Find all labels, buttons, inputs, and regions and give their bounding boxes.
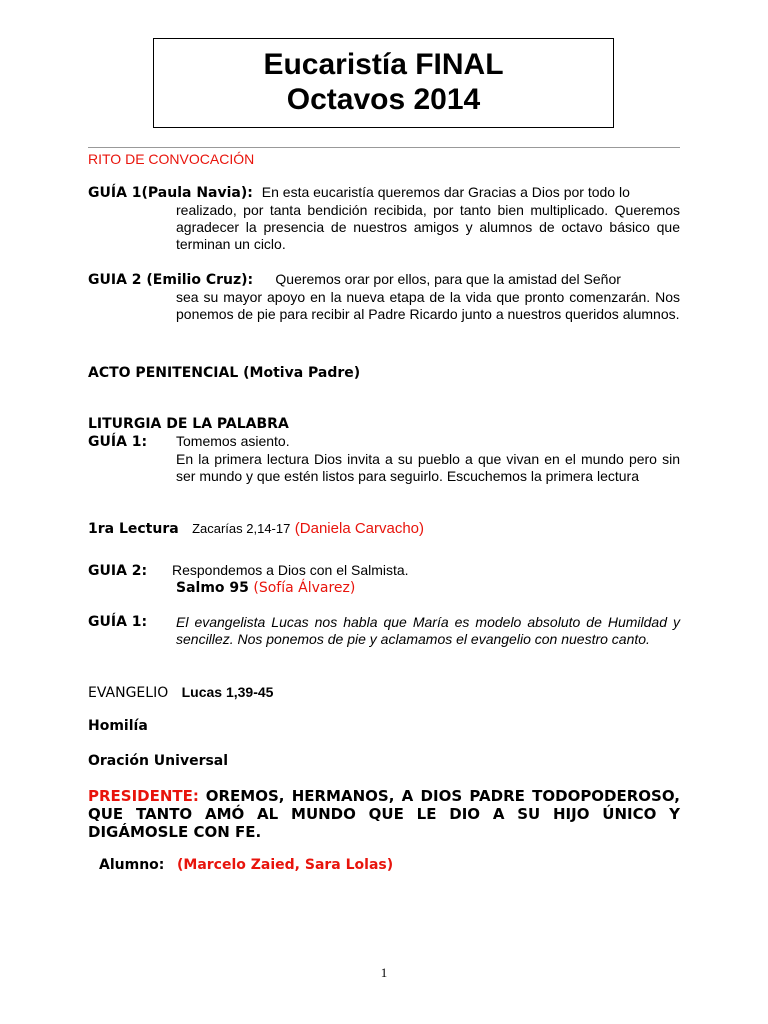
- document-title-box: [153, 38, 614, 128]
- guia1-first-line: En esta eucaristía queremos dar Gracias a Dios por todo lo: [261, 184, 630, 200]
- lectura-reader: (Daniela Carvacho): [294, 520, 425, 537]
- salmo-reader: (Sofía Álvarez): [253, 580, 356, 596]
- evangelio-ref: Lucas 1,39-45: [181, 684, 274, 700]
- page-number: 1: [380, 965, 388, 980]
- title-line-1: Eucaristía FINAL: [263, 48, 504, 81]
- guia1-block: [88, 184, 680, 253]
- guia1-label: GUÍA 1(Paula Navia):: [88, 185, 253, 201]
- salmo-guia-label: GUIA 2:: [88, 563, 148, 579]
- homilia: Homilía: [88, 718, 148, 734]
- presidente-block: [88, 787, 680, 841]
- header-divider: [88, 147, 680, 148]
- evang-guia-label: GUÍA 1:: [88, 614, 148, 630]
- guia2-block: [88, 271, 680, 323]
- acto-penitencial: ACTO PENITENCIAL (Motiva Padre): [88, 365, 361, 381]
- evangelio-line: [88, 684, 680, 702]
- lectura-ref: Zacarías 2,14-17: [192, 521, 291, 536]
- presidente-text: OREMOS, HERMANOS, A DIOS PADRE TODOPODEROSO, QUE TANTO AMÓ AL MUNDO QUE LE DIO A SU HIJO ÚNICO Y DIGÁMOSLE CON FE.: [88, 787, 680, 841]
- guia2-label: GUIA 2 (Emilio Cruz):: [88, 272, 254, 288]
- liturgia-guia-label: GUÍA 1:: [88, 434, 148, 450]
- primera-lectura: [88, 520, 680, 538]
- evang-guia-block: [88, 614, 680, 648]
- evang-guia-text: El evangelista Lucas nos habla que María es modelo absoluto de Humildad y sencillez. Nos ponemos de pie y aclamamos el evangelio con nuestro canto.: [176, 614, 680, 647]
- guia2-first-line: Queremos orar por ellos, para que la amistad del Señor: [275, 271, 621, 287]
- liturgia-line1: Tomemos asiento.: [176, 433, 290, 449]
- alumno-label: Alumno:: [99, 857, 165, 873]
- oracion-universal: Oración Universal: [88, 753, 229, 769]
- presidente-label: PRESIDENTE:: [88, 787, 199, 805]
- liturgia-heading: LITURGIA DE LA PALABRA: [88, 416, 289, 432]
- alumno-names: (Marcelo Zaied, Sara Lolas): [177, 857, 394, 873]
- lectura-label: 1ra Lectura: [88, 521, 179, 537]
- alumno-line: [99, 857, 691, 874]
- salmo-guia-text: Respondemos a Dios con el Salmista.: [172, 562, 409, 578]
- liturgia-text: En la primera lectura Dios invita a su pueblo a que vivan en el mundo pero sin ser mundo y que estén listos para seguirlo. Escuchemos la primera lectura: [176, 451, 680, 484]
- guia1-text: realizado, por tanta bendición recibida, por tanto bien multiplicado. Queremos agradecer la presencia de nuestros amigos y alumnos de octavo básico que terminan un ciclo.: [176, 202, 680, 252]
- salmo-title: Salmo 95: [176, 580, 249, 596]
- evangelio-label: EVANGELIO: [88, 685, 169, 701]
- guia2-text: sea su mayor apoyo en la nueva etapa de la vida que pronto comenzarán. Nos ponemos de pie para recibir al Padre Ricardo junto a nuestros queridos alumnos.: [176, 289, 680, 322]
- salmo-block: [88, 562, 680, 597]
- section-rito: RITO DE CONVOCACIÓN: [88, 151, 255, 167]
- title-line-2: Octavos 2014: [286, 83, 481, 116]
- liturgia-block: [88, 416, 680, 485]
